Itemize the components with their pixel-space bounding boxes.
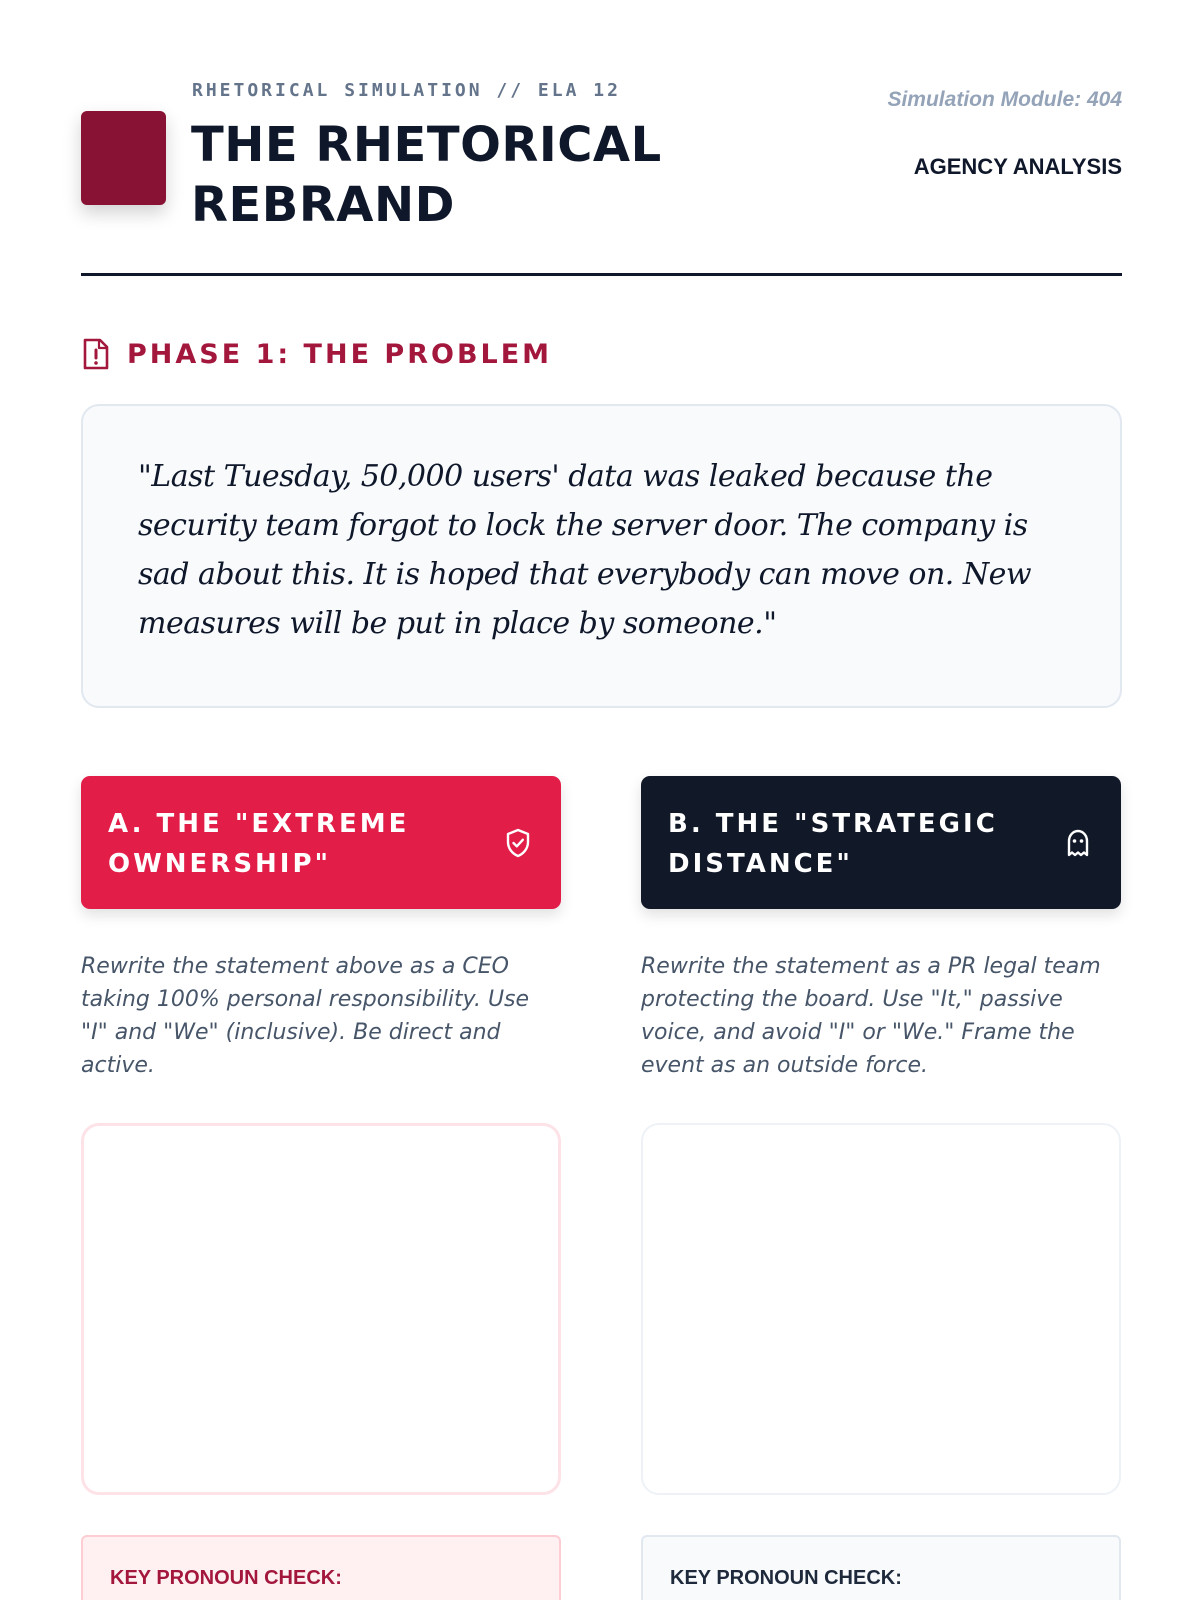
page-title: THE RHETORICAL REBRAND: [191, 117, 662, 233]
option-b-check-label: KEY PRONOUN CHECK:: [670, 1567, 902, 1589]
option-a-header: [81, 776, 561, 909]
shield-check-icon: [501, 826, 535, 860]
module-label: Simulation Module: 404: [887, 88, 1122, 111]
phase-heading: [81, 334, 552, 374]
option-a-title: A. THE "EXTREME OWNERSHIP": [108, 809, 410, 879]
option-a-instructions: Rewrite the statement above as a CEO taking 100% personal responsibility. Use "I" and "We" (inclusive). Be direct and active.: [81, 954, 530, 1078]
problem-statement: "Last Tuesday, 50,000 users' data was leaked because the security team forgot to lock the server door. The company is sad about this. It is hoped that everybody can move on. New measures will be put in place by someone.": [138, 459, 1032, 641]
problem-statement-box: [81, 404, 1122, 708]
option-a-response-area[interactable]: [81, 1123, 561, 1495]
phase-title: PHASE 1: THE PROBLEM: [127, 338, 553, 370]
option-a-check-label: KEY PRONOUN CHECK:: [110, 1567, 342, 1589]
option-b-header: [641, 776, 1121, 909]
header: [81, 70, 1122, 276]
ghost-icon: [1061, 826, 1095, 860]
logo-block: [81, 111, 166, 205]
option-a-pronoun-check: [81, 1535, 561, 1600]
option-b-pronoun-check: [641, 1535, 1121, 1600]
course-eyebrow: RHETORICAL SIMULATION // ELA 12: [192, 80, 621, 101]
file-alert-icon: [81, 337, 111, 371]
option-b-response-area[interactable]: [641, 1123, 1121, 1495]
module-name: AGENCY ANALYSIS: [913, 154, 1122, 179]
option-b-instructions: Rewrite the statement as a PR legal team protecting the board. Use "It," passive voice, and avoid "I" or "We." Frame the event as an outside force.: [641, 954, 1101, 1078]
option-b-title: B. THE "STRATEGIC DISTANCE": [668, 809, 998, 879]
